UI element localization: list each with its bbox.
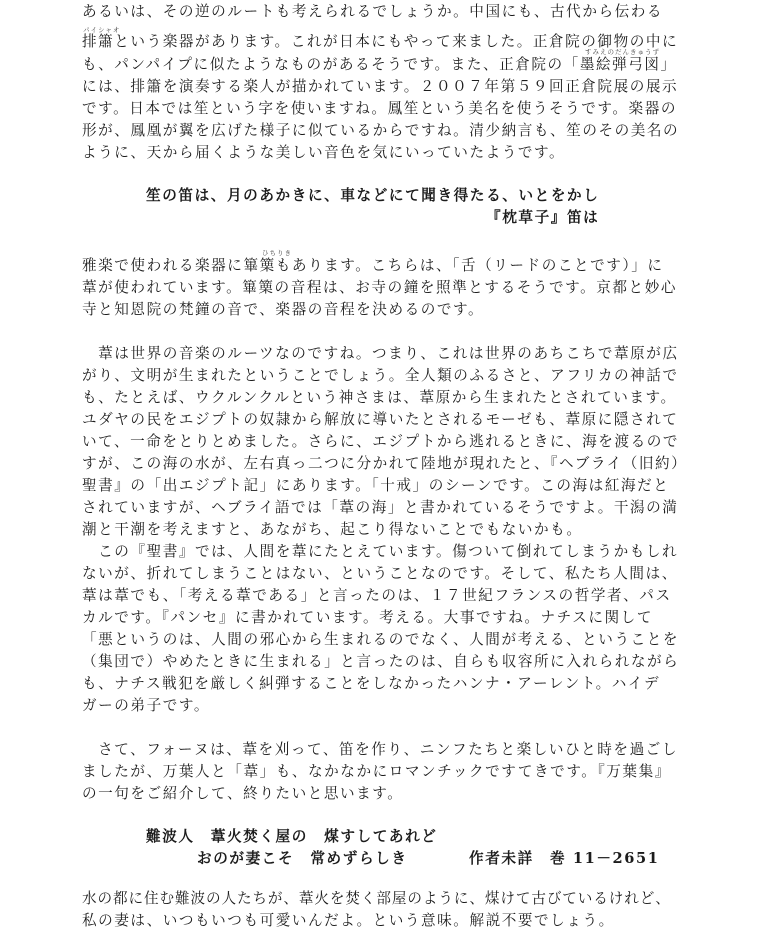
para1-line: ように、天から届くような美しい音色を気にいっていたようです。	[82, 144, 566, 161]
para2-line: 葦が使われています。篳篥の音程は、お寺の鐘を照準とするそうです。京都と妙心	[82, 279, 677, 296]
para3-line: （集団で）やめたときに生まれる」と言ったのは、自らも収容所に入れられながら	[82, 653, 680, 670]
para1-line: も、パンパイプに似たようなものがあるそうです。また、正倉院の「墨絵弾弓図」	[82, 56, 677, 73]
para3-line: この『聖書』では、人間を葦にたとえています。傷ついて倒れてしまうかもしれ	[82, 543, 679, 560]
para3-line: すが、この海の水が、左右真っ二つに分かれて陸地が現れたと、『ヘブライ（旧約）	[82, 455, 688, 472]
para3-line: されていますが、ヘブライ語では「葦の海」と書かれているそうですよ。干潟の満	[82, 499, 679, 516]
para4-line: さて、フォーヌは、葦を刈って、笛を作り、ニンフたちと楽しいひと時を過ごし	[82, 741, 679, 758]
poem-attribution: 作者未詳 巻 11－2651	[469, 850, 660, 867]
quote-line: 笙の笛は、月のあかきに、車などにて聞き得たる、いとをかし	[146, 187, 600, 204]
para1-line: 形が、鳳凰が翼を広げた様子に似ているからですね。清少納言も、笙のその美名の	[82, 122, 680, 139]
para3-line: ユダヤの民をエジプトの奴隷から解放に導いたとされるモーゼも、葦原に隠されて	[82, 411, 679, 428]
para5-line: 水の都に住む難波の人たちが、葦火を焚く部屋のように、煤けて古びているけれど、	[82, 890, 671, 907]
ruby-paishao: パイシャオ	[83, 26, 121, 34]
para5-line: 私の妻は、いつもいつも可愛いんだよ。という意味。解説不要でしょう。	[82, 912, 615, 929]
para3-line: も、たとえば、ウクルンクルという神さまは、葦原から生まれたとされています。	[82, 389, 677, 406]
para3-line: 葦は葦でも、「考える葦である」と言ったのは、１７世紀フランスの哲学者、パス	[82, 587, 672, 604]
para2-line: 寺と知恩院の梵鐘の音で、楽器の音程を決めるのです。	[82, 301, 485, 318]
poem-line-2: おのが妻こそ 常めずらしき	[197, 850, 408, 867]
para4-line: の一句をご紹介して、終りたいと思います。	[82, 785, 404, 802]
para4-line: ましたが、万葉人と「葦」も、なかなかにロマンチックですてきです。『万葉集』	[82, 763, 671, 780]
para3-line: 聖書』の「出エジプト記」にあります。「十戒」のシーンです。この海は紅海だと	[82, 477, 670, 494]
para3-line: ガーの弟子です。	[82, 697, 210, 714]
ruby-bokue: すみえのだんきゅうず	[585, 48, 660, 56]
para3-line: いて、一命をとりとめました。さらに、エジプトから逃れるときに、海を渡るので	[82, 433, 680, 450]
ruby-hichiriki: ひちりき	[262, 249, 292, 257]
para3-line: ないが、折れてしまうことはない、ということなのです。そして、私たち人間は、	[82, 565, 678, 582]
quote-source: 『枕草子』笛は	[486, 209, 600, 226]
para3-line: カルです。『パンセ』に書かれています。考える。大事ですね。ナチスに関して	[82, 609, 653, 626]
para1-line: 排簫という楽器があります。これが日本にもやって来ました。正倉院の御物の中に	[82, 33, 679, 50]
para3-line: も、ナチス戦犯を厳しく糾弾することをしなかったハンナ・アーレント。ハイデ	[82, 675, 661, 692]
poem-line-1: 難波人 葦火焚く屋の 煤すしてあれど	[146, 828, 438, 845]
para1-line: あるいは、その逆のルートも考えられるでしょうか。中国にも、古代から伝わる	[82, 3, 664, 20]
para3-line: 潮と干潮を考えますと、あながち、起こり得ないことでもないかも。	[82, 521, 583, 538]
para1-line: です。日本では笙という字を使いますね。鳳笙という美名を使うそうです。楽器の	[82, 100, 677, 117]
para2-line: 雅楽で使われる楽器に篳篥もあります。こちらは、「舌（リードのことです）」に	[82, 257, 664, 274]
para3-line: 葦は世界の音楽のルーツなのですね。つまり、これは世界のあちこちで葦原が広	[82, 345, 679, 362]
para1-line: には、排簫を演奏する楽人が描かれています。２００７年第５９回正倉院展の展示	[82, 78, 679, 95]
para3-line: 「悪というのは、人間の邪心から生まれるのでなく、人間が考える、ということを	[82, 631, 680, 648]
para3-line: がり、文明が生まれたということでしょう。全人類のふるさと、アフリカの神話で	[82, 367, 679, 384]
